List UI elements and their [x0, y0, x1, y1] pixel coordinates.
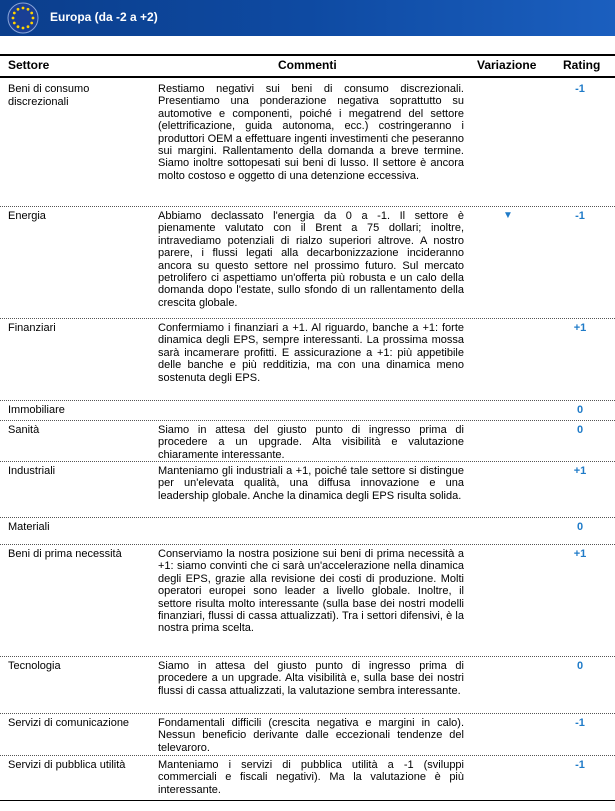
- sector-comment: Conserviamo la nostra posizione sui beni di prima necessità a +1: siamo convinti che ci sarà un'accelerazione nella dinamica degli EPS, grazie alla revisione dei costi di produzione. Molti operatori europei sono leader a livello globale. Inoltre, il settore risulta molto interessante (sulla base dei nostri modelli finanziari, flussi di cassa attualizzati). Tra i settori difensivi, è la nostra prima scelta.: [158, 548, 464, 635]
- table-row: [0, 657, 615, 713]
- table-bottom-rule: [0, 800, 615, 801]
- sector-comment: Restiamo negativi sui beni di consumo discrezionali. Presentiamo una ponderazione negativa soprattutto su automotive e componenti, poiché i megatrend del settore (elettrificazione, guida autonoma, ecc.) costringeranno i produttori OEM a effettuare ingenti investimenti che peseranno sui margini. Rallentamento della domanda a breve termine. Siamo inoltre sottopesati sui beni di lusso. Il settore è ancora molto costoso e oggetto di una detenzione eccessiva.: [158, 83, 464, 182]
- table-row: [0, 80, 615, 206]
- eu-flag-icon: [6, 2, 40, 34]
- rating-value: -1: [575, 759, 585, 771]
- sector-comment: Siamo in attesa del giusto punto di ingresso prima di procedere a un upgrade. Alta visibilità e, sulla base dei nostri flussi di cassa attualizzati, la valutazione sembra interessante.: [158, 660, 464, 697]
- sector-comment: Fondamentali difficili (crescita negativa e margini in calo). Nessun beneficio derivante dalle eccezionali tendenze del televaroro.: [158, 717, 464, 754]
- sector-comment: Manteniamo gli industriali a +1, poiché tale settore si distingue per un'elevata qualità, una diffusa innovazione e una leadership globale. Anche la dinamica degli EPS risulta solida.: [158, 465, 464, 502]
- table-row: [0, 714, 615, 756]
- table-row: [0, 756, 615, 800]
- sector-name: Servizi di comunicazione: [8, 717, 130, 729]
- sector-name: Tecnologia: [8, 660, 61, 672]
- table-row: [0, 319, 615, 401]
- table-row: [0, 401, 615, 421]
- table-row: [0, 421, 615, 461]
- sector-name: Industriali: [8, 465, 56, 477]
- section-header: [0, 0, 615, 36]
- column-header-comments: Commenti: [278, 58, 337, 72]
- sector-name: Immobiliare: [8, 404, 65, 416]
- sector-comment: Siamo in attesa del giusto punto di ingresso prima di procedere a un upgrade. Alta visibilità e valutazione chiaramente interessante.: [158, 424, 464, 461]
- down-arrow-icon: ▼: [503, 210, 513, 221]
- sector-name: Sanità: [8, 424, 40, 436]
- sector-name: Finanziari: [8, 322, 56, 334]
- column-header-sector: Settore: [8, 58, 50, 72]
- table-row: [0, 545, 615, 657]
- rating-value: -1: [575, 210, 585, 222]
- table-row: [0, 207, 615, 319]
- column-header-variation: Variazione: [477, 58, 537, 72]
- rating-value: -1: [575, 717, 585, 729]
- table-row: [0, 462, 615, 518]
- sector-comment: Confermiamo i finanziari a +1. Al riguardo, banche a +1: forte dinamica degli EPS, sempre interessanti. La prossima mossa sarà incamerare profitti. E assicurazione a +1: più appetibile delle banche e più redditizia, ma con una dinamica meno sostenuta degli EPS.: [158, 322, 464, 384]
- table-row: [0, 518, 615, 544]
- sector-name: Beni di prima necessità: [8, 548, 122, 560]
- sector-name: Servizi di pubblica utilità: [8, 759, 126, 771]
- sector-name: Materiali: [8, 521, 50, 533]
- rating-value: -1: [575, 83, 585, 95]
- rating-value: +1: [573, 548, 587, 560]
- rating-value: +1: [573, 322, 587, 334]
- sector-name: Beni di consumo discrezionali: [8, 83, 90, 108]
- rating-value: 0: [576, 521, 584, 533]
- rating-value: 0: [576, 424, 584, 436]
- rating-value: +1: [573, 465, 587, 477]
- sector-comment: Abbiamo declassato l'energia da 0 a -1. Il settore è pienamente valutato con il Brent a 75 dollari; inoltre, intravediamo potenziali di rialzo superiori altrove. A nostro parere, i flussi legati alla decarbonizzazione incideranno ancora su questo settore nel prossimo futuro. Sul mercato petrolifero ci aspettiamo un'offerta più robusta e un calo della domanda dopo l'estate, sullo sfondo di un rallentamento della crescita globale.: [158, 210, 464, 309]
- rating-value: 0: [576, 404, 584, 416]
- sector-name: Energia: [8, 210, 46, 222]
- rating-value: 0: [576, 660, 584, 672]
- table-header: [0, 54, 615, 78]
- sector-comment: Manteniamo i servizi di pubblica utilità a -1 (sviluppi commerciali e fiscali negativi). Ma la valutazione è più interessante.: [158, 759, 464, 796]
- page-title: Europa (da -2 a +2): [50, 10, 158, 24]
- column-header-rating: Rating: [563, 58, 601, 72]
